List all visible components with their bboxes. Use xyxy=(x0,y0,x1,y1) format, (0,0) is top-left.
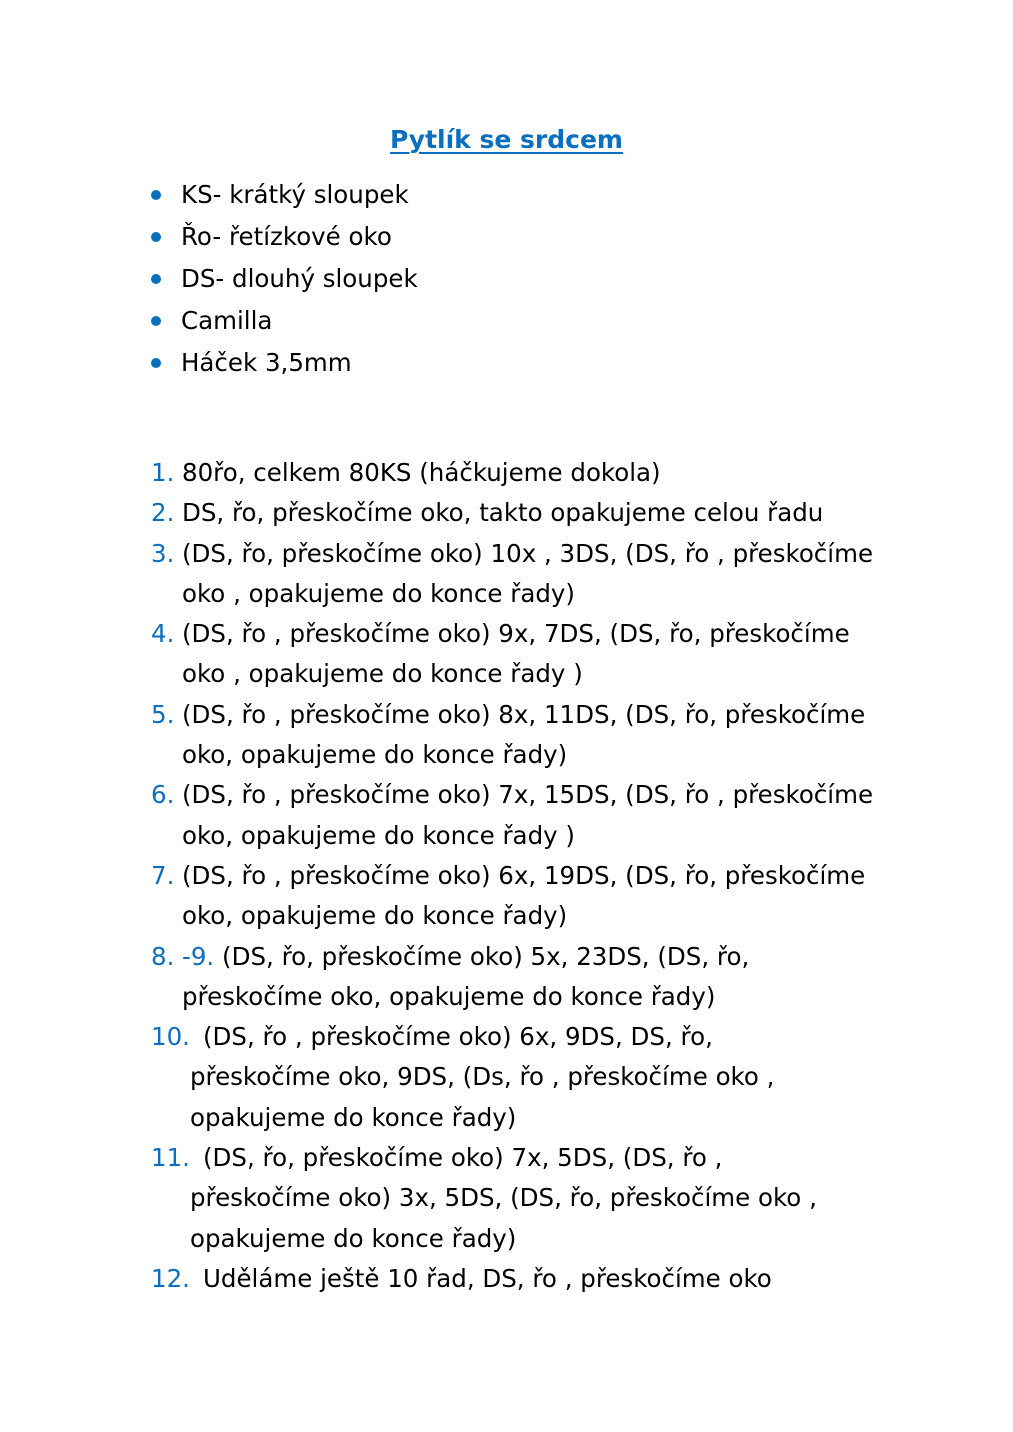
materials-item xyxy=(151,177,418,219)
materials-item xyxy=(151,303,418,345)
instruction-step xyxy=(151,493,873,533)
step-number: 4. xyxy=(151,619,175,649)
step-text: (DS, řo , přeskočíme oko) 7x, 15DS, (DS, řo , přeskočíme xyxy=(182,780,874,810)
materials-item-text: DS- dlouhý sloupek xyxy=(181,264,418,293)
instruction-step xyxy=(151,1017,873,1138)
materials-item-text: Háček 3,5mm xyxy=(181,348,352,377)
instruction-step xyxy=(151,614,873,695)
step-text: oko , opakujeme do konce řady ) xyxy=(182,659,583,689)
step-text: oko, opakujeme do konce řady) xyxy=(182,740,568,770)
step-text: Uděláme ještě 10 řad, DS, řo , přeskočíme oko xyxy=(203,1263,772,1293)
step-number: 12. xyxy=(151,1263,190,1293)
step-number: 6. xyxy=(151,780,175,810)
step-text: opakujeme do konce řady) xyxy=(190,1223,517,1253)
bullet-icon xyxy=(151,316,161,326)
materials-item-text: KS- krátký sloupek xyxy=(181,180,409,209)
bullet-icon xyxy=(151,190,161,200)
step-text: oko, opakujeme do konce řady) xyxy=(182,901,568,931)
step-number: 2. xyxy=(151,498,175,528)
instruction-step xyxy=(151,695,873,776)
instruction-step xyxy=(151,453,873,493)
step-text: přeskočíme oko) 3x, 5DS, (DS, řo, přeskočíme oko , xyxy=(190,1183,817,1213)
step-text: přeskočíme oko, opakujeme do konce řady) xyxy=(182,981,716,1011)
step-text: 80řo, celkem 80KS (háčkujeme dokola) xyxy=(182,458,661,487)
step-number: 5. xyxy=(151,699,175,729)
instruction-step xyxy=(151,856,873,937)
instructions-list xyxy=(151,453,873,1299)
bullet-icon xyxy=(151,358,161,368)
step-number: 8. xyxy=(151,941,175,971)
bullet-icon xyxy=(151,274,161,284)
materials-item-text: Camilla xyxy=(181,306,273,335)
instruction-step xyxy=(151,775,873,856)
materials-item-text: Řo- řetízkové oko xyxy=(181,222,392,251)
step-text: (DS, řo , přeskočíme oko) 8x, 11DS, (DS, řo, přeskočíme xyxy=(182,699,866,729)
step-text: oko, opakujeme do konce řady ) xyxy=(182,820,575,850)
instruction-step xyxy=(151,937,873,1018)
step-text: přeskočíme oko, 9DS, (Ds, řo , přeskočíme oko , xyxy=(190,1062,775,1092)
step-text: (DS, řo , přeskočíme oko) 9x, 7DS, (DS, řo, přeskočíme xyxy=(182,619,850,649)
step-text: (DS, řo, přeskočíme oko) 7x, 5DS, (DS, řo , xyxy=(203,1143,723,1173)
instruction-step xyxy=(151,1138,873,1259)
bullet-icon xyxy=(151,232,161,242)
step-text: (DS, řo , přeskočíme oko) 6x, 9DS, DS, řo, xyxy=(203,1022,713,1052)
materials-item xyxy=(151,261,418,303)
step-number: 7. xyxy=(151,860,175,890)
step-text: (DS, řo , přeskočíme oko) 6x, 19DS, (DS, řo, přeskočíme xyxy=(182,860,866,890)
materials-item xyxy=(151,219,418,261)
materials-item xyxy=(151,345,418,387)
step-text: opakujeme do konce řady) xyxy=(190,1102,517,1132)
instruction-step xyxy=(151,1259,873,1299)
step-text: (DS, řo, přeskočíme oko) 5x, 23DS, (DS, řo, xyxy=(222,941,750,971)
instruction-step xyxy=(151,534,873,615)
step-number: 11. xyxy=(151,1143,190,1173)
step-number: 1. xyxy=(151,458,175,487)
step-text-first-line xyxy=(151,937,873,977)
document-title: Pytlík se srdcem xyxy=(390,125,623,154)
step-number-range-end: -9. xyxy=(182,941,215,971)
step-number: 10. xyxy=(151,1022,190,1052)
materials-list xyxy=(151,177,418,387)
step-text: (DS, řo, přeskočíme oko) 10x , 3DS, (DS, řo , přeskočíme xyxy=(182,538,874,568)
step-number: 3. xyxy=(151,538,175,568)
step-text: DS, řo, přeskočíme oko, takto opakujeme celou řadu xyxy=(182,498,824,528)
step-text: oko , opakujeme do konce řady) xyxy=(182,578,575,608)
